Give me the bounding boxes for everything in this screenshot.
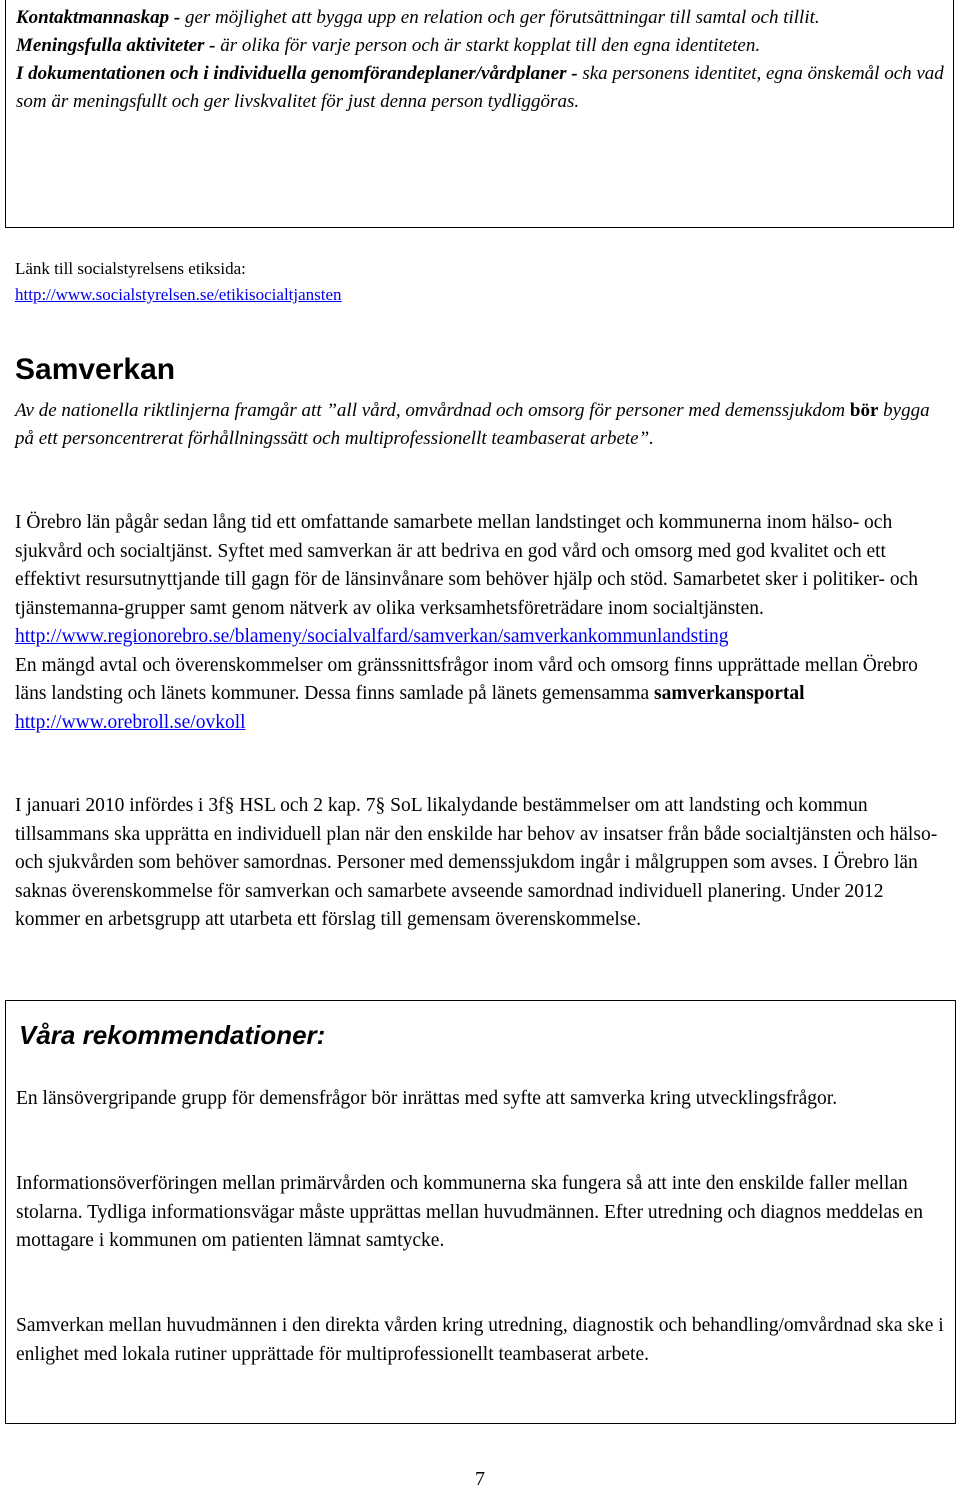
page-number: 7 (475, 1468, 485, 1490)
individual-plan-paragraph: I januari 2010 infördes i 3f§ HSL och 2 kap. 7§ SoL likalydande bestämmelser om att landsting och kommun tillsammans ska upprätta en individuell plan när den enskilde har behov av insatser från både socialtjänsten och hälso- och sjukvården som behöver samordnas. Personer med demenssjukdom ingår i målgruppen som avses. I Örebro län saknas överenskommelse för samverkan och samarbete avseende samordnad individuell planering. Under 2012 kommer en arbetsgrupp att utarbeta ett förslag till gemensam överenskommelse. (15, 795, 938, 930)
ethics-link-label: Länk till socialstyrelsens etiksida: (15, 259, 246, 278)
principle-term: Kontaktmannaskap - (16, 7, 181, 28)
recommendation-item: En länsövergripande grupp för demensfrågor bör inrättas med syfte att samverka kring utvecklingsfrågor. (16, 1088, 838, 1109)
principle-item (16, 60, 953, 116)
recommendation-item: Samverkan mellan huvudmännen i den direkta vården kring utredning, diagnostik och behandling/omvårdnad ska ske i enlighet med lokala rutiner upprättade för multiprofessionellt teambaserat arbete. (16, 1315, 944, 1365)
intro-text: Av de nationella riktlinjerna framgår att ”all vård, omvårdnad och omsorg för personer med demenssjukdom (15, 400, 850, 421)
samverkan-paragraph (15, 509, 950, 737)
ethics-link-section (15, 256, 342, 308)
principle-term: Meningsfulla aktiviteter - (16, 35, 216, 56)
intro-bold: bör (849, 400, 879, 421)
principles-box (5, 0, 954, 228)
orebroll-link[interactable]: http://www.orebroll.se/ovkoll (15, 711, 246, 733)
paragraph-text-continued: En mängd avtal och överenskommelser om gränssnittsfrågor inom vård och omsorg finns upprättade mellan Örebro läns landsting och länets kommuner. Dessa finns samlade på länets gemensamma (15, 654, 918, 704)
intro-text-end: bygga på ett personcentrerat förhållningssätt och multiprofessionellt teambaserat arbete”. (15, 400, 930, 449)
principle-item (16, 32, 953, 60)
principle-text: ger möjlighet att bygga upp en relation och ger förutsättningar till samtal och tillit. (180, 7, 820, 28)
principle-text: ska personens identitet, egna önskemål och vad som är meningsfullt och ger livskvalitet för just denna person tydliggöras. (16, 63, 944, 112)
regionorebro-link[interactable]: http://www.regionorebro.se/blameny/socialvalfard/samverkan/samverkankommunlandsting (15, 626, 729, 647)
principle-item (16, 4, 953, 32)
principle-term: I dokumentationen och i individuella genomförandeplaner/vårdplaner - (16, 63, 578, 84)
recommendation-item: Informationsöverföringen mellan primärvården och kommunerna ska fungera så att inte den enskilde faller mellan stolarna. Tydliga informationsvägar måste upprättas mellan huvudmännen. Efter utredning och diagnos meddelas en mottagare i kommunen om patienten lämnat samtycke. (16, 1173, 923, 1251)
recommendations-heading: Våra rekommendationer: (19, 1020, 326, 1050)
ethics-link[interactable]: http://www.socialstyrelsen.se/etikisocialtjansten (15, 285, 342, 304)
paragraph-text: I Örebro län pågår sedan lång tid ett omfattande samarbete mellan landstinget och kommunerna inom hälso- och sjukvård och socialtjänst. Syftet med samverkan är att bedriva en god vård och omsorg med god kvalitet och ett effektivt resursutnyttjande till gagn för de länsinvånare som behöver hjälp och stöd. Samarbetet sker i politiker- och tjänstemanna-grupper samt genom nätverk av olika verksamhetsföreträdare inom socialtjänsten. (15, 512, 919, 619)
recommendations-box (5, 1000, 956, 1424)
samverkan-heading: Samverkan (15, 353, 176, 386)
principle-text: är olika för varje person och är starkt kopplat till den egna identiteten. (215, 35, 761, 56)
samverkansportal-bold: samverkansportal (654, 683, 805, 704)
samverkan-intro (15, 397, 945, 453)
